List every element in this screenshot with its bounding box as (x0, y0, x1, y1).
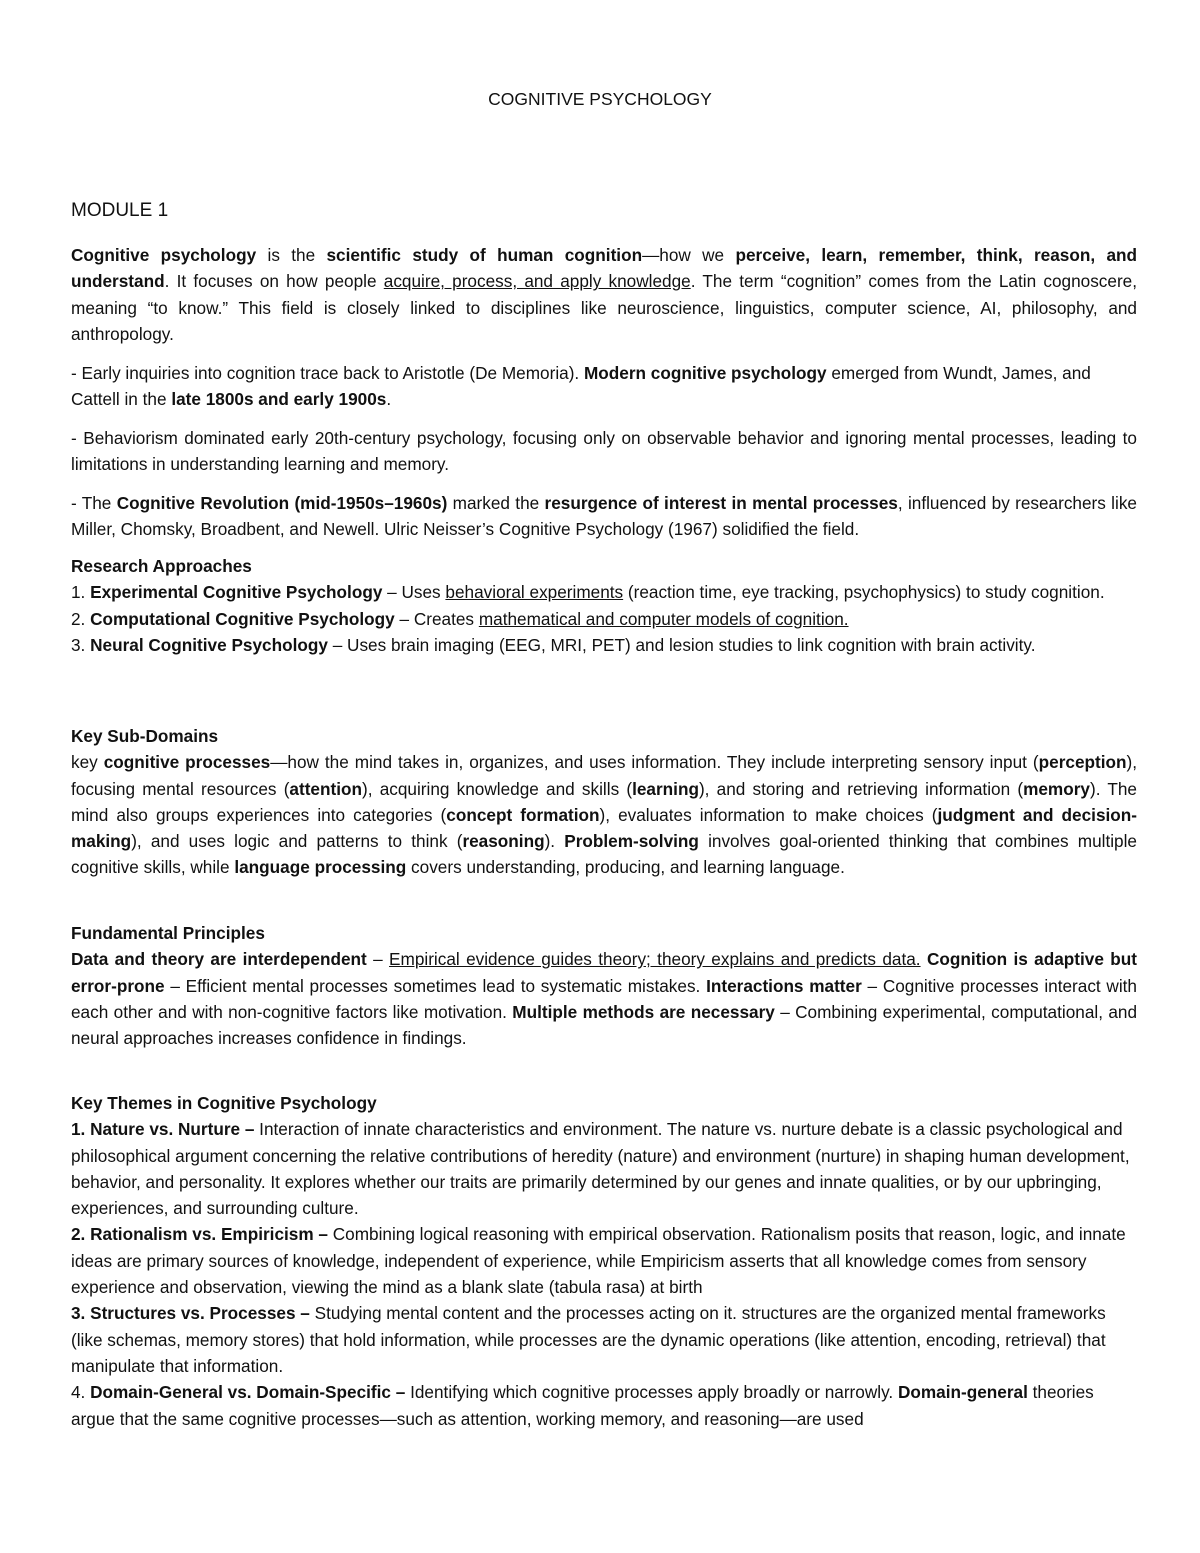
text-run: ). The mind also groups experiences into categories ( (71, 778, 1137, 825)
bold-text-run: 2. Rationalism vs. Empiricism – (71, 1224, 328, 1245)
bold-text-run: judgment and decision-making (71, 804, 1137, 852)
bold-text-run: Domain-general (897, 1382, 1028, 1403)
bold-text-run: Interactions matter (706, 975, 862, 996)
intro-paragraph (71, 242, 1137, 347)
text-run: . (386, 389, 392, 410)
bold-text-run: cognitive processes (103, 752, 271, 773)
bold-text-run: Modern cognitive psychology (583, 363, 827, 383)
text-run: —how we (642, 245, 736, 265)
underlined-text-run: mathematical and computer models of cognition. (478, 608, 849, 629)
text-run: - Behaviorism dominated early 20th-century psychology, focusing only on observable behavior and ignoring mental processes, leading to limitations in understanding learning and memory. (71, 428, 1137, 475)
theme-item (71, 1379, 1137, 1432)
text-run: , influenced by researchers like Miller, Chomsky, Broadbent, and Newell. Ulric Neisser’s Cognitive Psychology (1967) solidified the field. (71, 493, 1137, 540)
text-run: 2. (71, 608, 91, 629)
history-paragraph-3 (71, 490, 1137, 543)
theme-item (71, 1116, 1137, 1221)
principles-heading: Fundamental Principles (71, 923, 265, 943)
text-run: theories argue that the same cognitive processes—such as attention, working memory, and reasoning—are used (71, 1382, 1094, 1429)
bold-text-run: Domain-General vs. Domain-Specific – (90, 1382, 406, 1403)
bold-text-run: Data and theory are interdependent (71, 949, 367, 970)
underlined-text-run: acquire, process, and apply knowledge (383, 271, 691, 292)
bold-text-run: 1. Nature vs. Nurture – (71, 1119, 255, 1140)
text-run: ), acquiring knowledge and skills ( (361, 778, 633, 799)
bold-text-run: perception (1038, 752, 1127, 773)
bold-text-run: Cognitive Revolution (mid-1950s–1960s) (116, 493, 448, 513)
text-run: Interaction of innate characteristics and environment. The nature vs. nurture debate is a classic psychological and philosophical argument concerning the relative contributions of heredity (nature) and environment (nurture) in shaping human development, behavior, and personality. It explores whether our traits are primarily determined by our genes and innate qualities, or by our upbringing, experiences, and surrounding culture. (71, 1119, 1130, 1219)
module-heading: MODULE 1 (71, 200, 169, 221)
text-run: Identifying which cognitive processes apply broadly or narrowly. (405, 1382, 898, 1403)
research-item (71, 632, 1137, 658)
text-run: – Combining experimental, computational, and neural approaches increases confidence in findings. (71, 1001, 1138, 1049)
research-item (71, 579, 1137, 605)
bold-text-run: Computational Cognitive Psychology (90, 608, 395, 629)
bold-text-run: scientific study of human cognition (326, 245, 643, 265)
bold-text-run: Cognitive psychology (71, 245, 257, 265)
text-run: - Early inquiries into cognition trace back to Aristotle (De Memoria). (71, 363, 584, 383)
text-run: Combining logical reasoning with empirical observation. Rationalism posits that reason, logic, and innate ideas are primary sources of knowledge, independent of experience, while Empiricism asserts that all knowledge comes from sensory experience and observation, viewing the mind as a blank slate (tabula rasa) at birth (71, 1224, 1126, 1298)
bold-text-run: Cognition is adaptive but error-prone (71, 949, 1138, 996)
text-run: ), evaluates information to make choices ( (599, 804, 938, 825)
bold-text-run: Experimental Cognitive Psychology (90, 582, 383, 603)
bold-text-run: concept formation (446, 804, 600, 825)
text-run: (reaction time, eye tracking, psychophysics) to study cognition. (623, 582, 1105, 603)
subdomains-section (71, 723, 1137, 881)
subdomains-paragraph (71, 749, 1137, 880)
bold-text-run: learning (632, 778, 699, 799)
text-run: ), and storing and retrieving information ( (698, 778, 1024, 799)
text-run: ). (544, 831, 565, 852)
bold-text-run: language processing (234, 857, 407, 878)
text-run: 4. (71, 1382, 91, 1403)
bold-text-run: resurgence of interest in mental processes (544, 493, 898, 513)
history-paragraph-2 (71, 425, 1137, 478)
theme-item (71, 1300, 1137, 1379)
text-run: ), and uses logic and patterns to think ( (131, 831, 463, 852)
research-heading: Research Approaches (71, 556, 252, 576)
text-run: – (366, 949, 390, 970)
themes-section (71, 1090, 1137, 1432)
underlined-text-run: behavioral experiments (445, 582, 624, 603)
text-run: . The term “cognition” comes from the Latin cognoscere, meaning “to know.” This field is closely linked to disciplines like neuroscience, linguistics, computer science, AI, philosophy, and anthropology. (71, 271, 1138, 344)
bold-text-run: late 1800s and early 1900s (171, 389, 387, 410)
text-run: - The (71, 493, 117, 513)
text-run: 1. (71, 582, 91, 603)
text-run: – Efficient mental processes sometimes lead to systematic mistakes. (164, 975, 707, 996)
document-title: COGNITIVE PSYCHOLOGY (488, 89, 712, 109)
text-run: – Creates (394, 608, 479, 629)
text-run: covers understanding, producing, and learning language. (406, 857, 845, 878)
text-run: emerged from Wundt, James, and Cattell in the (71, 363, 1091, 410)
principles-section (71, 920, 1137, 1051)
bold-text-run: perceive, learn, remember, think, reason, and understand (71, 245, 1137, 292)
text-run: ), focusing mental resources ( (71, 752, 1137, 799)
research-item (71, 606, 1137, 632)
themes-heading: Key Themes in Cognitive Psychology (71, 1093, 377, 1113)
text-run: marked the (447, 493, 545, 513)
text-run: key (71, 752, 104, 773)
text-run: – Cognitive processes interact with each other and with non-cognitive factors like motivation. (71, 975, 1137, 1022)
underlined-text-run: Empirical evidence guides theory; theory explains and predicts data. (389, 949, 921, 970)
bold-text-run: 3. Structures vs. Processes – (71, 1303, 310, 1324)
text-run: is the (256, 245, 327, 265)
text-run: . It focuses on how people (164, 271, 384, 292)
text-run: Studying mental content and the processes acting on it. structures are the organized mental frameworks (like schemas, memory stores) that hold information, while processes are the dynamic operations (like attention, encoding, retrieval) that manipulate that information. (71, 1303, 1106, 1376)
subdomains-heading: Key Sub-Domains (71, 726, 219, 746)
bold-text-run: Multiple methods are necessary (512, 1001, 775, 1022)
text-run: 3. (71, 634, 91, 655)
text-run: involves goal-oriented thinking that combines multiple cognitive skills, while (71, 831, 1137, 878)
history-paragraph-1 (71, 360, 1137, 413)
text-run: – Uses (382, 582, 446, 603)
text-run: —how the mind takes in, organizes, and uses information. They include interpreting sensory input ( (270, 752, 1039, 773)
text-run: – Uses brain imaging (EEG, MRI, PET) and lesion studies to link cognition with brain activity. (327, 634, 1036, 655)
bold-text-run: Problem-solving (564, 831, 699, 852)
bold-text-run: reasoning (462, 831, 545, 852)
bold-text-run: Neural Cognitive Psychology (90, 634, 328, 655)
research-section (71, 553, 1137, 658)
bold-text-run: attention (289, 778, 362, 799)
principles-paragraph (71, 946, 1137, 1051)
bold-text-run: memory (1023, 778, 1090, 799)
theme-item (71, 1221, 1137, 1300)
